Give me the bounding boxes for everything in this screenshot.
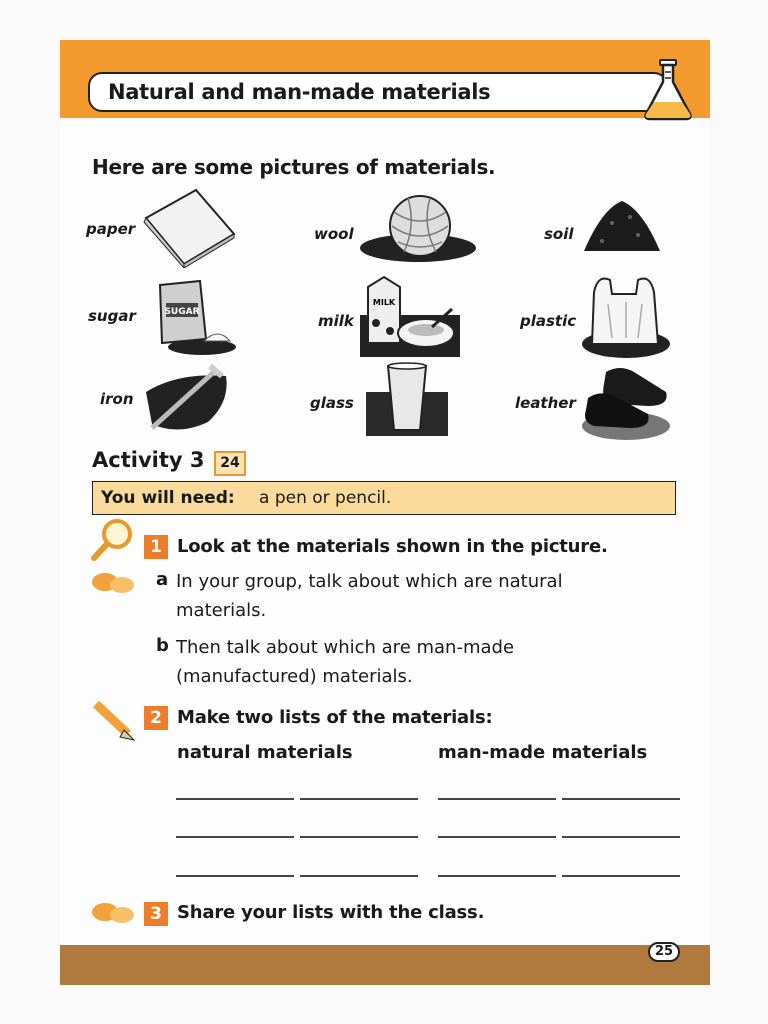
man-made-answer-line[interactable] xyxy=(562,798,680,800)
man-made-answer-line[interactable] xyxy=(438,798,556,800)
man-made-answer-line[interactable] xyxy=(438,875,556,877)
label-paper: paper xyxy=(86,220,136,238)
speech-bubbles-icon xyxy=(90,570,136,596)
sugar-image xyxy=(146,275,238,355)
natural-materials-heading: natural materials xyxy=(177,742,353,763)
milk-carton-text: MILK xyxy=(372,298,396,307)
question-3-text: Share your lists with the class. xyxy=(177,902,485,923)
paper-image xyxy=(138,188,238,268)
activity-page-badge: 24 xyxy=(214,451,246,476)
natural-answer-line[interactable] xyxy=(300,875,418,877)
plastic-image xyxy=(578,272,670,360)
speech-bubbles-icon xyxy=(90,900,136,926)
man-made-answer-line[interactable] xyxy=(562,836,680,838)
footer-band xyxy=(60,945,710,985)
magnifier-icon xyxy=(90,518,134,562)
man-made-materials-heading: man-made materials xyxy=(438,742,648,763)
flask-icon xyxy=(638,58,698,122)
glass-image xyxy=(366,362,448,436)
you-will-need-box xyxy=(92,481,676,515)
question-1b-text: Then talk about which are man-made (manufactured) materials. xyxy=(176,637,515,687)
iron-image xyxy=(138,362,234,438)
soil-image xyxy=(582,195,662,255)
label-leather: leather xyxy=(515,394,576,412)
milk-image xyxy=(360,275,460,357)
question-number-3: 3 xyxy=(144,902,168,926)
question-number-1: 1 xyxy=(144,535,168,559)
page-title: Natural and man-made materials xyxy=(108,80,491,104)
wool-image xyxy=(358,190,478,265)
label-plastic: plastic xyxy=(520,312,577,330)
leather-image xyxy=(578,362,670,440)
need-text: a pen or pencil. xyxy=(259,488,392,508)
question-1a-letter: a xyxy=(156,569,169,590)
sugar-bag-text: SUGAR xyxy=(164,307,200,317)
natural-answer-line[interactable] xyxy=(300,836,418,838)
question-2-text: Make two lists of the materials: xyxy=(177,707,493,728)
label-iron: iron xyxy=(100,390,134,408)
page-number: 25 xyxy=(648,942,680,962)
natural-answer-line[interactable] xyxy=(176,875,294,877)
label-glass: glass xyxy=(310,394,354,412)
title-box xyxy=(88,72,668,112)
label-milk: milk xyxy=(318,312,354,330)
natural-answer-line[interactable] xyxy=(176,836,294,838)
question-1-text: Look at the materials shown in the picture. xyxy=(177,536,608,557)
question-1a-text: In your group, talk about which are natural materials. xyxy=(176,571,563,621)
natural-answer-line[interactable] xyxy=(176,798,294,800)
natural-answer-line[interactable] xyxy=(300,798,418,800)
label-sugar: sugar xyxy=(88,307,136,325)
question-number-2: 2 xyxy=(144,706,168,730)
intro-text: Here are some pictures of materials. xyxy=(92,155,496,179)
label-wool: wool xyxy=(314,225,354,243)
pencil-icon xyxy=(90,700,136,742)
man-made-answer-line[interactable] xyxy=(562,875,680,877)
question-1b-letter: b xyxy=(156,635,169,656)
activity-title: Activity 3 xyxy=(92,448,205,472)
need-label: You will need: xyxy=(101,488,235,508)
label-soil: soil xyxy=(544,225,574,243)
man-made-answer-line[interactable] xyxy=(438,836,556,838)
worksheet-page xyxy=(60,40,710,985)
